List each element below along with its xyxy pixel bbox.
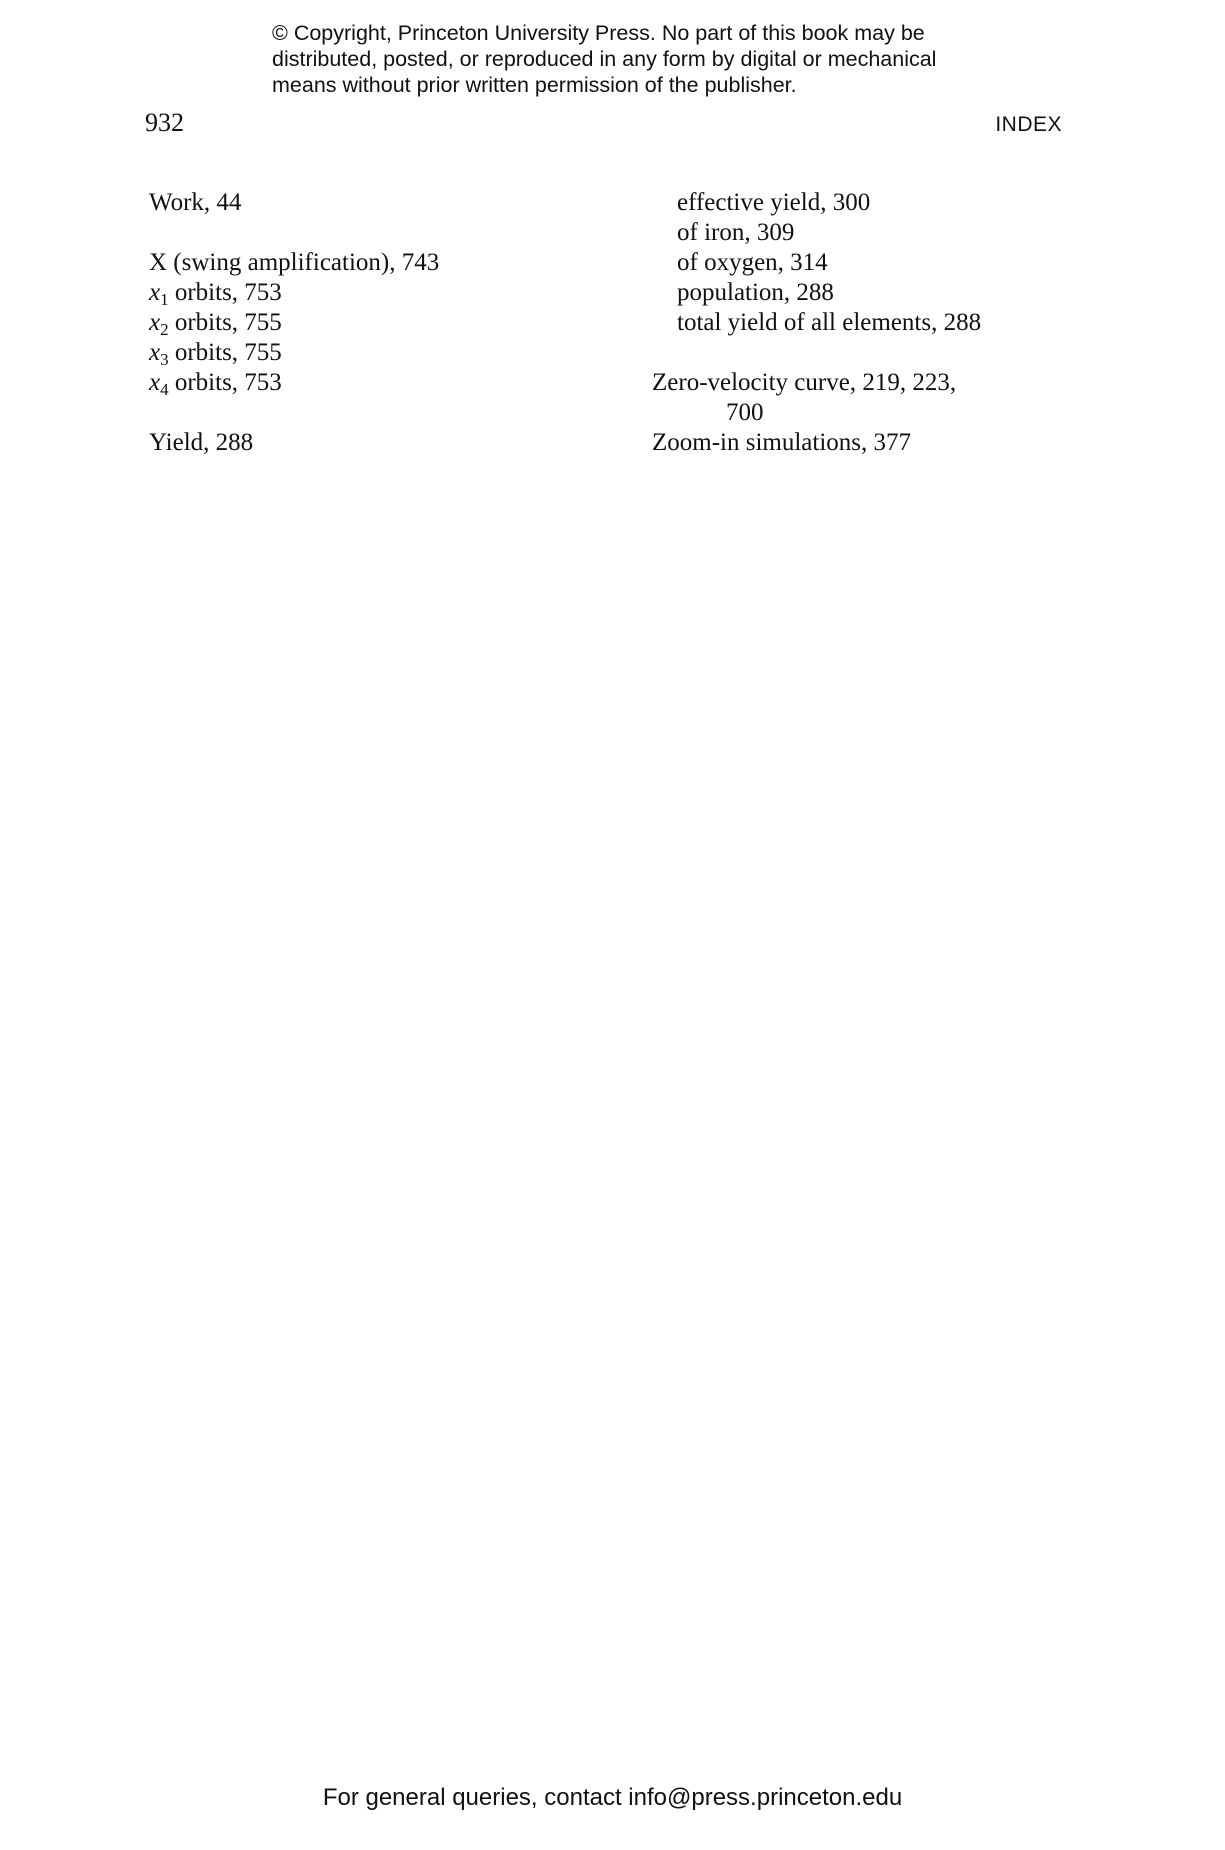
index-subentry-effective-yield: effective yield, 300 bbox=[677, 189, 871, 216]
math-subscript: 2 bbox=[160, 320, 169, 339]
entry-text: orbits, 753 bbox=[168, 369, 282, 396]
index-entry-x-swing: X (swing amplification), 743 bbox=[149, 249, 440, 276]
entry-text: orbits, 755 bbox=[168, 309, 282, 336]
running-head: INDEX bbox=[995, 113, 1062, 136]
copyright-line: distributed, posted, or reproduced in any form by digital or mechanical bbox=[272, 47, 937, 71]
index-entry-work: Work, 44 bbox=[149, 189, 242, 216]
math-variable: x bbox=[149, 279, 161, 306]
entry-text: orbits, 753 bbox=[168, 279, 282, 306]
index-subentry-population: population, 288 bbox=[677, 279, 834, 306]
index-entry-yield: Yield, 288 bbox=[149, 429, 254, 456]
math-variable: x bbox=[149, 369, 161, 396]
index-subentry-of-oxygen: of oxygen, 314 bbox=[677, 249, 828, 276]
copyright-line: means without prior written permission of the publisher. bbox=[272, 73, 797, 97]
index-entry-zero-velocity: Zero-velocity curve, 219, 223, bbox=[652, 369, 957, 396]
index-entry-zoom-in: Zoom-in simulations, 377 bbox=[652, 429, 912, 456]
index-subentry-total-yield: total yield of all elements, 288 bbox=[677, 309, 982, 336]
entry-text: orbits, 755 bbox=[168, 339, 282, 366]
math-subscript: 1 bbox=[160, 290, 169, 309]
index-entry-x2-orbits bbox=[149, 308, 282, 338]
index-entry-x1-orbits bbox=[149, 278, 282, 308]
index-entry-x3-orbits bbox=[149, 338, 282, 368]
index-entry-x4-orbits bbox=[149, 368, 282, 398]
copyright-line: © Copyright, Princeton University Press. No part of this book may be bbox=[272, 21, 925, 45]
copyright-notice bbox=[272, 20, 992, 98]
index-entry-zero-velocity-continued: 700 bbox=[726, 399, 764, 426]
page-number: 932 bbox=[145, 108, 184, 137]
math-subscript: 4 bbox=[160, 380, 169, 399]
math-variable: x bbox=[149, 339, 161, 366]
footer-contact: For general queries, contact info@press.princeton.edu bbox=[322, 1784, 903, 1811]
math-subscript: 3 bbox=[160, 350, 169, 369]
math-variable: x bbox=[149, 309, 161, 336]
index-subentry-of-iron: of iron, 309 bbox=[677, 219, 795, 246]
